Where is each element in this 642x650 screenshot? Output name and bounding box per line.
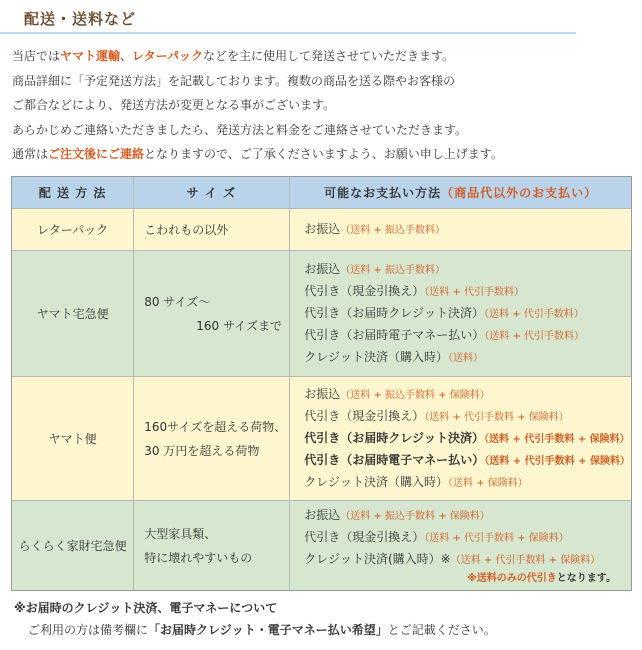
payment-fee: （送料 + 代引手数料 + 保険料）: [484, 433, 630, 445]
method-cell: ヤマト宅急便: [12, 251, 134, 377]
payment-item: [304, 450, 630, 472]
payment-name: お振込: [304, 221, 341, 236]
highlight-letterpack: レターパック: [132, 49, 203, 63]
section-heading: [0, 0, 576, 34]
payment-fee: （送料 + 代引手数料）: [484, 330, 585, 342]
shipping-table: [11, 176, 632, 591]
payment-name: クレジット決済（購入時）: [304, 349, 448, 364]
payment-fee: （送料 + 保険料）: [448, 477, 528, 489]
intro-line-1: [12, 44, 632, 69]
payment-item: [304, 259, 630, 281]
table-header-row: [12, 177, 631, 209]
header-payment-note: （商品代以外のお支払い）: [441, 186, 598, 200]
payment-fee: （送料 + 代引手数料 + 保険料）: [484, 455, 630, 467]
payment-fee: （送料 + 振込手数料）: [340, 224, 446, 236]
size-line: 160 サイズまで: [196, 318, 283, 333]
payment-fee: （送料 + 振込手数料 + 保険料）: [340, 510, 490, 522]
intro-line-4: あらかじめご連絡いただきましたら、発送方法と料金をご連絡させていただきます。: [12, 122, 468, 137]
size-line: 80 サイズ～: [144, 294, 211, 309]
payment-name: 代引き（お届時クレジット決済）: [304, 305, 484, 320]
size-line: 特に壊れやすいもの: [144, 550, 253, 565]
size-line: 30 万円を超える荷物: [144, 443, 260, 458]
method-cell: らくらく家財宅急便: [12, 501, 134, 590]
payment-cell: [290, 501, 631, 590]
footer-desc-part: とご記載ください。: [387, 623, 496, 637]
payment-item: [304, 347, 630, 369]
table-row: [12, 377, 631, 501]
table-row: [12, 251, 631, 377]
payment-name: お振込: [304, 507, 341, 522]
intro-line-2: 商品詳細に「予定発送方法」を記載しております。複数の商品を送る際やお客様の: [12, 73, 456, 88]
payment-cell: [290, 209, 631, 251]
payment-name: 代引き（現金引換え）: [304, 408, 425, 423]
size-line: 大型家具類、: [144, 526, 217, 541]
footer-note: [14, 597, 496, 641]
intro-text: [12, 44, 632, 167]
size-cell: [134, 251, 290, 377]
payment-name: クレジット決済（購入時）: [304, 474, 448, 489]
intro-text-part: 、: [120, 49, 133, 63]
intro-text-part: となりますので、ご了承くださいますよう、お願い申し上げます。: [144, 147, 503, 161]
payment-fee: （送料 + 代引手数料 + 保険料）: [450, 554, 601, 566]
payment-item: [304, 428, 630, 450]
payment-item: [304, 384, 630, 406]
payment-fee: （送料 + 代引手数料）: [484, 308, 584, 320]
payment-name: 代引き（現金引換え）: [304, 283, 425, 298]
payment-item: [304, 303, 630, 325]
footer-desc: [14, 619, 496, 641]
highlight-yamato: ヤマト運輸: [60, 49, 121, 63]
payment-fee: （送料 + 代引手数料 + 保険料）: [424, 411, 569, 423]
payment-item: [304, 219, 630, 241]
table-row: [12, 501, 631, 590]
size-cell: こわれもの以外: [134, 209, 290, 251]
size-cell: [134, 377, 290, 501]
cod-note: [304, 571, 630, 587]
payment-cell: [290, 377, 631, 501]
payment-item: [304, 472, 630, 494]
highlight-contact: ご注文後にご連絡: [48, 147, 145, 161]
cod-note-text: となります。: [556, 572, 616, 584]
size-line: 160サイズを超える荷物、: [144, 419, 287, 434]
header-payment: [290, 177, 631, 209]
payment-name: 代引き（お届時電子マネー払い）: [304, 452, 485, 467]
intro-text-part: 通常は: [12, 147, 49, 161]
payment-name: 代引き（現金引換え）: [304, 529, 425, 544]
payment-item: [304, 281, 630, 303]
payment-fee: （送料 + 代引手数料）: [424, 286, 525, 298]
footer-desc-bold: 「お届時クレジット・電子マネー払い希望」: [148, 623, 388, 637]
payment-item: [304, 527, 630, 549]
footer-desc-part: ご利用の方は備考欄に: [28, 623, 149, 637]
footer-title: ※お届時のクレジット決済、電子マネーについて: [14, 601, 278, 615]
payment-fee: （送料 + 振込手数料 + 保険料）: [340, 389, 490, 401]
intro-line-5: [12, 142, 632, 167]
section-title: 配送・送料など: [24, 10, 137, 28]
header-payment-label: 可能なお支払い方法: [324, 186, 442, 200]
intro-text-part: などを主に使用して発送させていただきます。: [202, 49, 455, 63]
size-cell: [134, 501, 290, 590]
cod-note-highlight: ※送料のみの代引き: [467, 572, 557, 584]
payment-item: [304, 549, 630, 571]
payment-name: 代引き（お届時クレジット決済）: [304, 430, 484, 445]
payment-item: [304, 406, 630, 428]
method-cell: レターパック: [12, 209, 134, 251]
payment-name: お振込: [304, 386, 341, 401]
payment-fee: （送料 + 振込手数料）: [340, 264, 446, 276]
payment-cell: [290, 251, 631, 377]
payment-name: お振込: [304, 261, 341, 276]
payment-name: クレジット決済(購入時）※: [304, 551, 451, 566]
method-cell: ヤマト便: [12, 377, 134, 501]
intro-text-part: 当店では: [12, 49, 61, 63]
intro-line-3: ご都合などにより、発送方法が変更となる事がございます。: [12, 98, 336, 112]
header-method: 配 送 方 法: [12, 177, 134, 209]
payment-fee: （送料 + 代引手数料 + 保険料）: [424, 532, 569, 544]
payment-item: [304, 505, 630, 527]
table-row: [12, 209, 631, 251]
payment-fee: （送料）: [448, 352, 483, 364]
payment-item: [304, 325, 630, 347]
payment-name: 代引き（お届時電子マネー払い）: [304, 327, 485, 342]
header-size: サ イ ズ: [134, 177, 290, 209]
